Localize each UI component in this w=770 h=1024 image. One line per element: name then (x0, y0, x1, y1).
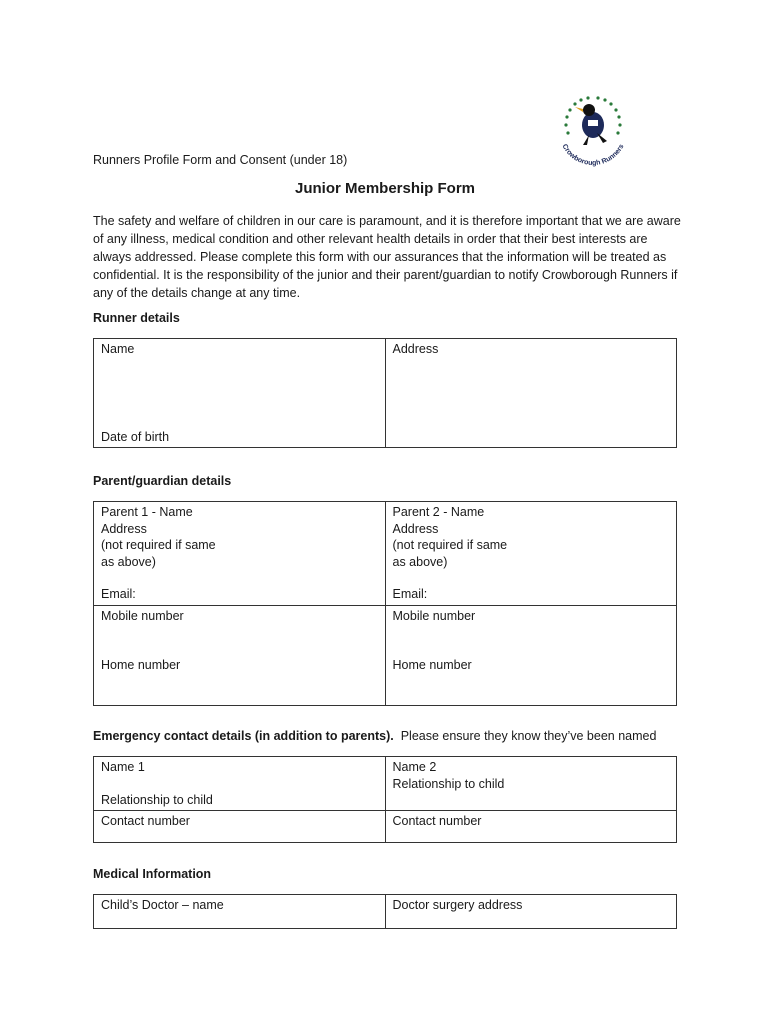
parent-details-heading: Parent/guardian details (93, 474, 232, 488)
emergency1-details-cell[interactable] (94, 757, 386, 811)
parent2-not-required-note: (not required if same (392, 538, 508, 552)
logo-text: Crowborough Runners (560, 143, 626, 167)
runner-name-label: Name (101, 342, 135, 356)
runner-address-cell[interactable] (385, 339, 677, 448)
doctor-name-label: Child’s Doctor – name (101, 898, 224, 912)
parent2-name-label: Parent 2 - Name (392, 505, 485, 519)
runner-details-table (93, 338, 677, 448)
crowborough-runners-logo (553, 87, 633, 167)
parent1-details-cell[interactable] (94, 502, 386, 606)
crow-runner-icon (575, 104, 607, 145)
parent2-email-label: Email: (392, 587, 428, 601)
medical-info-table (93, 894, 677, 929)
emergency2-contact-cell[interactable] (385, 811, 677, 843)
emergency2-name-label: Name 2 (392, 760, 437, 774)
parent1-name-label: Parent 1 - Name (101, 505, 193, 519)
emergency-contact-heading: Emergency contact details (in addition to parents). (93, 729, 394, 743)
emergency-heading-row (93, 729, 656, 743)
parent1-not-required-note: (not required if same (101, 538, 216, 552)
parent1-phone-cell[interactable] (94, 605, 386, 705)
emergency2-relationship-label: Relationship to child (392, 776, 505, 791)
page-title: Junior Membership Form (294, 180, 476, 197)
parent2-address-label: Address (392, 521, 439, 536)
runner-dob-label: Date of birth (101, 429, 170, 444)
emergency1-contact-cell[interactable] (94, 811, 386, 843)
parent2-details-cell[interactable] (385, 502, 677, 606)
surgery-address-label: Doctor surgery address (392, 898, 523, 912)
parent-details-table (93, 501, 677, 706)
parent2-phone-cell[interactable] (385, 605, 677, 705)
intro-paragraph: The safety and welfare of children in our care is paramount, and it is therefore important that we are aware of any illness, medical condition and other relevant health details in order that their best interests are always addressed. Please complete this form with our assurances that the information will be treated as confidential. It is the responsibility of the junior and their parent/guardian to notify Crowborough Runners if any of the details change at any time. (93, 214, 681, 300)
parent1-as-above-note: as above) (101, 554, 156, 569)
parent2-as-above-note: as above) (392, 554, 448, 569)
emergency2-contact-label: Contact number (392, 814, 482, 828)
runner-address-label: Address (392, 342, 439, 356)
svg-text:Crowborough Runners (561, 143, 626, 167)
doctor-name-cell[interactable] (94, 895, 386, 929)
parent1-address-label: Address (101, 521, 147, 536)
emergency2-details-cell[interactable] (385, 757, 677, 811)
form-subtitle: Runners Profile Form and Consent (under 18) (93, 153, 348, 167)
runner-name-cell[interactable] (94, 339, 386, 448)
emergency1-relationship-label: Relationship to child (101, 792, 213, 807)
parent1-home-label: Home number (101, 658, 181, 672)
emergency-contact-table (93, 756, 677, 843)
emergency-contact-note: Please ensure they know they’ve been named (400, 729, 657, 743)
medical-info-heading: Medical Information (93, 867, 212, 881)
parent1-mobile-label: Mobile number (101, 608, 184, 623)
runner-details-heading: Runner details (93, 311, 180, 325)
emergency1-contact-label: Contact number (101, 814, 190, 828)
surgery-address-cell[interactable] (385, 895, 677, 929)
parent1-email-label: Email: (101, 587, 136, 601)
parent2-mobile-label: Mobile number (392, 608, 476, 623)
emergency1-name-label: Name 1 (101, 760, 145, 774)
parent2-home-label: Home number (392, 658, 472, 672)
